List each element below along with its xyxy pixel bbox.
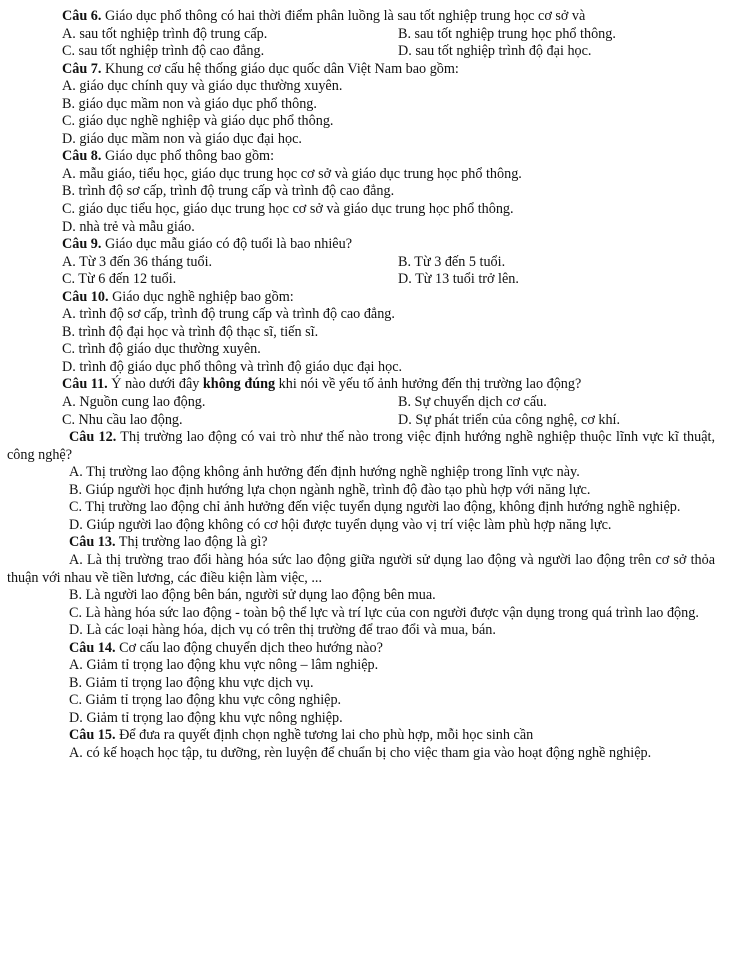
question-text: Giáo dục phổ thông có hai thời điểm phân luồng là sau tốt nghiệp trung học cơ sở và <box>101 8 586 24</box>
question-text: Giáo dục mẫu giáo có độ tuổi là bao nhiêu? <box>101 236 352 253</box>
option-b: B. Là người lao động bên bán, người sử dụng lao động bên mua. <box>69 587 436 604</box>
option-b: B. giáo dục mầm non và giáo dục phổ thông. <box>62 95 317 112</box>
question-9 <box>0 236 755 254</box>
option-d: D. Giúp người lao động không có cơ hội được tuyển dụng vào vị trí việc làm phù hợp năng lực. <box>69 516 612 533</box>
question-text: Cơ cấu lao động chuyển dịch theo hướng nào? <box>115 639 383 656</box>
question-7 <box>0 61 755 79</box>
option-d: D. Giảm tỉ trọng lao động khu vực nông nghiệp. <box>69 709 343 726</box>
option-b: B. trình độ đại học và trình độ thạc sĩ, tiến sĩ. <box>62 323 319 340</box>
question-number: Câu 7. <box>62 60 102 77</box>
option-b: B. Giảm tỉ trọng lao động khu vực dịch vụ. <box>69 674 314 691</box>
option-b: B. Giúp người học định hướng lựa chọn ngành nghề, trình độ đào tạo phù hợp với năng lực. <box>69 481 591 498</box>
options-row <box>0 26 755 44</box>
option-a: A. Là thị trường trao đổi hàng hóa sức lao động giữa người sử dụng lao động và người lao động trên cơ sở thỏa thuận với nhau về tiền lương, các điều kiện làm việc, ... <box>7 551 715 586</box>
option-d: D. Từ 13 tuổi trở lên. <box>398 271 519 288</box>
question-number: Câu 15. <box>69 727 116 744</box>
options-row <box>0 43 755 61</box>
question-6 <box>0 8 755 26</box>
option-b: B. Từ 3 đến 5 tuổi. <box>398 253 506 270</box>
option-d: D. giáo dục mầm non và giáo dục đại học. <box>62 130 302 147</box>
option-a: A. Từ 3 đến 36 tháng tuổi. <box>62 253 213 270</box>
question-text: khi nói về yếu tố ảnh hưởng đến thị trường lao động? <box>275 376 582 393</box>
exam-page <box>0 8 755 763</box>
option-a: A. Nguồn cung lao động. <box>62 394 206 411</box>
question-text: Thị trường lao động có vai trò như thế nào trong việc định hướng nghề nghiệp thuộc lĩnh vực kĩ thuật, công nghệ? <box>7 429 715 463</box>
question-number: Câu 14. <box>69 639 116 656</box>
option-a: A. có kế hoạch học tập, tu dưỡng, rèn luyện để chuẩn bị cho việc tham gia vào hoạt động nghề nghiệp. <box>69 744 652 761</box>
question-emphasis: không đúng <box>202 376 276 393</box>
option-a: A. mẫu giáo, tiểu học, giáo dục trung học cơ sở và giáo dục trung học phổ thông. <box>62 165 522 182</box>
question-8 <box>0 148 755 166</box>
question-text: Giáo dục phổ thông bao gồm: <box>101 148 275 165</box>
option-a: A. sau tốt nghiệp trình độ trung cấp. <box>62 25 268 42</box>
option-d: D. Sự phát triển của công nghệ, cơ khí. <box>398 411 621 428</box>
options-row <box>0 412 755 430</box>
question-13 <box>0 534 755 552</box>
option-c: C. giáo dục nghề nghiệp và giáo dục phổ thông. <box>62 113 334 130</box>
question-number: Câu 13. <box>69 534 116 551</box>
option-c: C. Thị trường lao động chỉ ảnh hưởng đến việc tuyển dụng người lao động, không định hướng nghề nghiệp. <box>69 499 681 516</box>
options-row <box>0 254 755 272</box>
options-row <box>0 394 755 412</box>
option-c: C. Nhu cầu lao động. <box>62 411 183 428</box>
question-text: Ý nào dưới đây <box>107 376 203 393</box>
option-b: B. Sự chuyển dịch cơ cấu. <box>398 394 547 411</box>
option-b: B. sau tốt nghiệp trung học phổ thông. <box>398 25 616 42</box>
option-c: C. trình độ giáo dục thường xuyên. <box>62 341 261 358</box>
option-d: D. trình độ giáo dục phổ thông và trình độ giáo dục đại học. <box>62 358 403 375</box>
question-text: Khung cơ cấu hệ thống giáo dục quốc dân Việt Nam bao gồm: <box>101 60 459 77</box>
option-a: A. giáo dục chính quy và giáo dục thường xuyên. <box>62 78 343 95</box>
question-number: Câu 10. <box>62 288 109 305</box>
question-number: Câu 6. <box>62 8 102 24</box>
option-d: D. Là các loại hàng hóa, dịch vụ có trên thị trường để trao đổi và mua, bán. <box>69 622 496 639</box>
question-number: Câu 9. <box>62 236 102 253</box>
option-c: C. sau tốt nghiệp trình độ cao đẳng. <box>62 43 265 60</box>
option-a: A. Giảm tỉ trọng lao động khu vực nông – lâm nghiệp. <box>69 657 379 674</box>
question-number: Câu 11. <box>62 376 108 393</box>
option-c: C. Giảm tỉ trọng lao động khu vực công nghiệp. <box>69 692 342 709</box>
option-d: D. nhà trẻ và mẫu giáo. <box>62 218 195 235</box>
question-number: Câu 12. <box>69 429 117 446</box>
question-text: Để đưa ra quyết định chọn nghề tương lai cho phù hợp, mỗi học sinh cần <box>115 727 534 744</box>
option-c: C. Là hàng hóa sức lao động - toàn bộ thể lực và trí lực của con người được vận dụng trong quá trình lao động. <box>69 604 699 621</box>
question-14 <box>0 640 755 658</box>
option-d: D. sau tốt nghiệp trình độ đại học. <box>398 43 592 60</box>
question-text: Thị trường lao động là gì? <box>115 534 268 551</box>
question-11 <box>0 376 755 394</box>
options-row <box>0 271 755 289</box>
option-b: B. trình độ sơ cấp, trình độ trung cấp và trình độ cao đẳng. <box>62 183 395 200</box>
question-12 <box>0 429 755 464</box>
option-c: C. giáo dục tiểu học, giáo dục trung học cơ sở và giáo dục trung học phổ thông. <box>62 201 514 218</box>
question-15 <box>0 727 755 745</box>
question-text: Giáo dục nghề nghiệp bao gồm: <box>108 288 294 305</box>
question-number: Câu 8. <box>62 148 102 165</box>
option-c: C. Từ 6 đến 12 tuổi. <box>62 271 177 288</box>
option-a: A. Thị trường lao động không ảnh hưởng đến định hướng nghề nghiệp trong lĩnh vực này. <box>69 464 580 481</box>
question-10 <box>0 289 755 307</box>
option-a: A. trình độ sơ cấp, trình độ trung cấp và trình độ cao đẳng. <box>62 306 395 323</box>
